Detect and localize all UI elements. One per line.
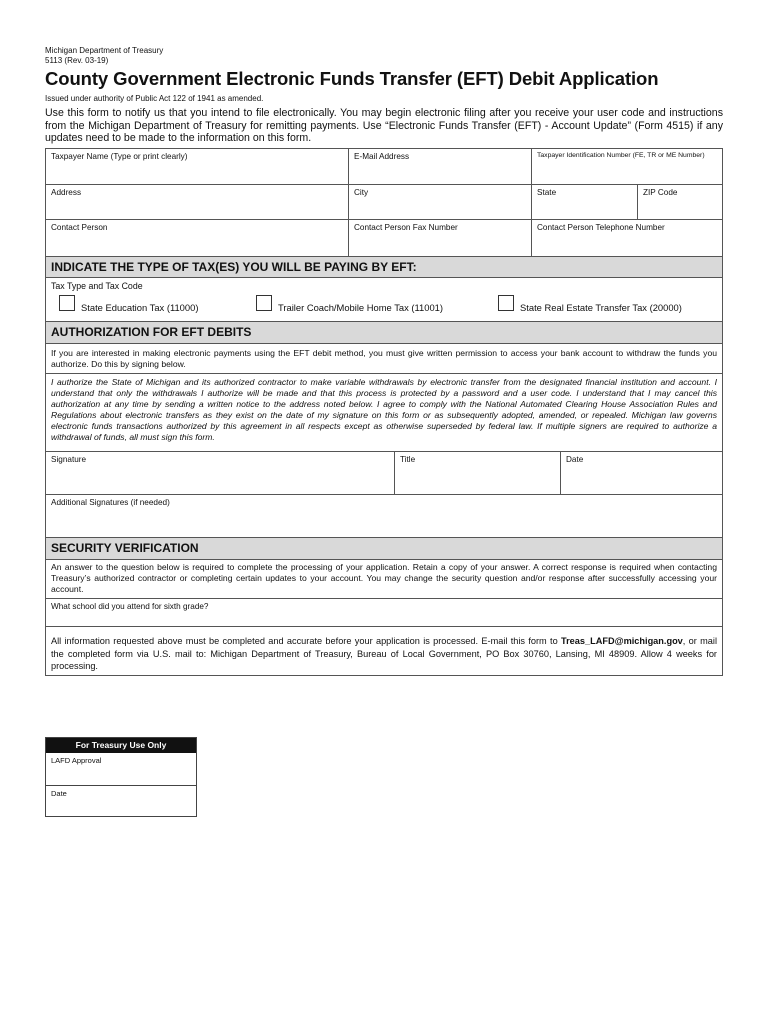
treasury-use-heading: For Treasury Use Only [46, 738, 196, 753]
city-field[interactable] [348, 185, 531, 219]
form-title: County Government Electronic Funds Transfer (EFT) Debit Application [45, 68, 659, 89]
signature-field[interactable] [46, 452, 394, 494]
real-estate-transfer-tax-checkbox[interactable] [498, 295, 514, 311]
authorization-statement: I authorize the State of Michigan and its authorized contractor to make variable withdrawals by electronic transfer from the designated financial institution and account. I understand that only the withdrawals I authorize will be made and that this process is protected by a password and a user code. I understand that I may cancel this authorization at any time by sending a written notice to the address noted below. I agree to comply with the National Automated Clearing House Association Rules and Regulations about electronic transfers as they exist on the date of my signature on this form or as subsequently adopted, amended, or repealed. Michigan law governs electronic funds transactions authorized by this agreement in all respects except as otherwise superseded by federal law. If multiple signers are required to authorize a withdrawal of funds, all must sign this form. [51, 377, 717, 442]
additional-signatures-field[interactable] [46, 494, 722, 537]
trailer-coach-tax-label: Trailer Coach/Mobile Home Tax (11001) [278, 302, 443, 313]
form-number: 5113 (Rev. 03-19) [45, 56, 109, 65]
security-heading: SECURITY VERIFICATION [46, 537, 722, 560]
taxpayer-row-1 [46, 149, 722, 184]
tax-types-heading: INDICATE THE TYPE OF TAX(ES) YOU WILL BE PAYING BY EFT: [46, 256, 722, 278]
treasury-date-field[interactable] [46, 785, 196, 816]
city-label: City [354, 188, 369, 197]
phone-label: Contact Person Telephone Number [537, 223, 665, 232]
email-field[interactable] [348, 149, 531, 184]
treasury-email-link[interactable]: Treas_LAFD@michigan.gov [561, 636, 683, 646]
zip-field[interactable] [637, 185, 722, 219]
authorization-divider [46, 373, 722, 374]
authority-note: Issued under authority of Public Act 122 of 1941 as amended. [45, 94, 264, 103]
footer-note-start: All information requested above must be completed and accurate before your application is processed. E-mail this form to [51, 636, 561, 646]
address-label: Address [51, 188, 82, 197]
trailer-coach-tax-checkbox[interactable] [256, 295, 272, 311]
security-instructions: An answer to the question below is required to complete the processing of your application. Retain a copy of your answer. A correct response is required when contacting Treasury’s authorized contractor or completing certain updates to your account. You may change the security question and/or response after successfully accessing your account. [51, 562, 717, 594]
taxpayer-row-3 [46, 219, 722, 256]
fax-label: Contact Person Fax Number [354, 223, 458, 232]
authorization-heading: AUTHORIZATION FOR EFT DEBITS [46, 321, 722, 344]
date-field[interactable] [560, 452, 722, 494]
tin-field[interactable] [531, 149, 722, 184]
additional-signatures-label: Additional Signatures (if needed) [51, 498, 170, 507]
signature-row [46, 451, 722, 494]
phone-field[interactable] [531, 220, 722, 256]
footer-note-end: , or mail the completed form via U.S. mail to: Michigan Department of Treasury, Bureau of Local Government, PO Box 30760, Lansing, MI 48909. Allow 4 weeks for processing. [51, 636, 717, 671]
real-estate-transfer-tax-label: State Real Estate Transfer Tax (20000) [520, 302, 682, 313]
state-education-tax-label: State Education Tax (11000) [81, 302, 199, 313]
title-field[interactable] [394, 452, 560, 494]
signature-label: Signature [51, 455, 87, 464]
intro-paragraph: Use this form to notify us that you intend to file electronically. You may begin electronic filing after you receive your user code and instructions from the Michigan Department of Treasury for remitting payments. Use “Electronic Funds Transfer (EFT) - Account Update” (Form 4515) if any updates need to be made to the information on this form. [45, 107, 723, 144]
security-question-field[interactable] [46, 598, 722, 626]
treasury-use-box [45, 737, 197, 817]
title-label: Title [400, 455, 416, 464]
footer-note [51, 635, 717, 673]
taxpayer-name-field[interactable] [46, 149, 348, 184]
contact-person-label: Contact Person [51, 223, 108, 232]
email-label: E-Mail Address [354, 152, 410, 161]
taxpayer-row-2 [46, 184, 722, 219]
security-question-label: What school did you attend for sixth grade? [51, 602, 209, 611]
lafd-approval-field[interactable] [46, 753, 196, 785]
application-form [45, 148, 723, 676]
address-field[interactable] [46, 185, 348, 219]
taxpayer-name-label: Taxpayer Name (Type or print clearly) [51, 152, 188, 161]
state-label: State [537, 188, 557, 197]
tin-label: Taxpayer Identification Number (FE, TR or ME Number) [537, 152, 705, 159]
fax-field[interactable] [348, 220, 531, 256]
lafd-approval-label: LAFD Approval [51, 756, 102, 765]
date-label: Date [566, 455, 584, 464]
treasury-date-label: Date [51, 789, 67, 798]
tax-type-sublabel: Tax Type and Tax Code [51, 281, 143, 291]
state-education-tax-checkbox[interactable] [59, 295, 75, 311]
agency-name: Michigan Department of Treasury [45, 46, 164, 55]
contact-person-field[interactable] [46, 220, 348, 256]
zip-label: ZIP Code [643, 188, 678, 197]
footer-divider [46, 626, 722, 627]
state-field[interactable] [531, 185, 637, 219]
authorization-instructions: If you are interested in making electronic payments using the EFT debit method, you must give written permission to access your bank account to withdraw the funds you authorize. Do this by signing below. [51, 348, 717, 369]
